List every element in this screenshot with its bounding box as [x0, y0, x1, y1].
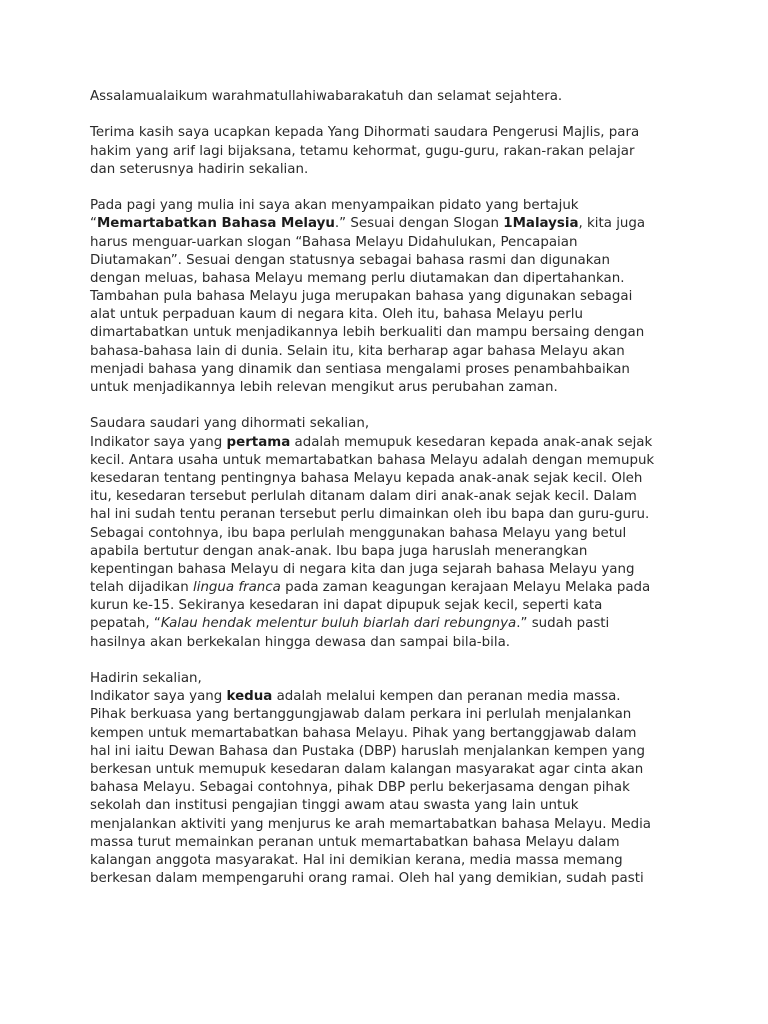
italic-term: lingua franca	[193, 580, 281, 596]
text-line: itu, kesedaran tersebut perlulah ditanam dalam diri anak-anak sejak kecil. Dalam	[90, 489, 637, 505]
text-segment: .” sudah pasti	[516, 616, 610, 632]
text-segment: Indikator saya yang	[90, 434, 227, 450]
paragraph-gap	[90, 179, 690, 197]
text-line: dimartabatkan untuk menjadikannya lebih berkualiti dan mampu bersaing dengan	[90, 325, 645, 341]
text-line-proverb	[90, 615, 690, 633]
greeting-line: Assalamualaikum warahmatullahiwabarakatuh dan selamat sejahtera.	[90, 89, 563, 104]
open-quote: “	[90, 216, 97, 232]
slogan-name: 1Malaysia	[503, 216, 579, 232]
text-segment: .” Sesuai dengan Slogan	[334, 216, 504, 232]
proverb-quote: Kalau hendak melentur buluh biarlah dari rebungnya	[160, 616, 517, 632]
text-line: Diutamakan”. Sesuai dengan statusnya sebagai bahasa rasmi dan digunakan	[90, 252, 610, 268]
text-line: alat untuk perpaduan kaum di negara kita. Oleh itu, bahasa Melayu perlu	[90, 307, 583, 323]
text-line: bahasa Melayu. Sebagai contohnya, pihak DBP perlu bekerjasama dengan pihak	[90, 780, 630, 796]
paragraph-gap	[90, 397, 690, 415]
text-line: kesedaran tentang pentingnya bahasa Melayu kepada anak-anak sejak kecil. Oleh	[90, 470, 643, 486]
text-segment: pada zaman keagungan kerajaan Melayu Melaka pada	[280, 580, 651, 596]
text-line: bahasa-bahasa lain di dunia. Selain itu, kita berharap agar bahasa Melayu akan	[90, 343, 625, 359]
text-line: hakim yang arif lagi bijaksana, tetamu kehormat, gugu-guru, rakan-rakan pelajar	[90, 143, 635, 159]
text-line: Terima kasih saya ucapkan kepada Yang Dihormati saudara Pengerusi Majlis, para	[90, 125, 640, 141]
text-segment: adalah memupuk kesedaran kepada anak-anak sejak	[290, 434, 653, 450]
text-line: kepentingan bahasa Melayu di negara kita dan juga sejarah bahasa Melayu yang	[90, 561, 635, 577]
text-line: hal ini sudah tentu peranan tersebut perlu dimainkan oleh ibu bapa dan guru-guru.	[90, 507, 650, 523]
text-line: massa turut memainkan peranan untuk memartabatkan bahasa Melayu dalam	[90, 834, 620, 850]
document-page	[90, 88, 690, 888]
text-line: kurun ke-15. Sekiranya kesedaran ini dapat dipupuk sejak kecil, seperti kata	[90, 598, 603, 614]
text-segment: Indikator saya yang	[90, 689, 227, 705]
text-line: Tambahan pula bahasa Melayu juga merupakan bahasa yang digunakan sebagai	[90, 289, 633, 305]
text-line-indicator	[90, 434, 690, 452]
paragraph-gap	[90, 652, 690, 670]
text-line: menjalankan aktiviti yang menjurus ke arah memartabatkan bahasa Melayu. Media	[90, 816, 652, 832]
text-line: Sebagai contohnya, ibu bapa perlulah menggunakan bahasa Melayu yang betul	[90, 525, 627, 541]
paragraph-gap	[90, 106, 690, 124]
text-segment: adalah melalui kempen dan peranan media massa.	[272, 689, 621, 705]
paragraph-first-indicator	[90, 415, 690, 651]
text-line: Pihak berkuasa yang bertanggungjawab dalam perkara ini perlulah menjalankan	[90, 707, 632, 723]
paragraph-thanks	[90, 124, 690, 179]
text-line: Pada pagi yang mulia ini saya akan menyampaikan pidato yang bertajuk	[90, 198, 579, 214]
indicator-keyword: kedua	[226, 689, 273, 705]
salutation-line: Saudara saudari yang dihormati sekalian,	[90, 416, 370, 432]
text-line: menjadi bahasa yang dinamik dan sentiasa mengalami proses penambahbaikan	[90, 361, 630, 377]
text-segment: telah dijadikan	[90, 580, 193, 596]
text-line: harus menguar-uarkan slogan “Bahasa Melayu Didahulukan, Pencapaian	[90, 234, 578, 250]
text-line: kalangan anggota masyarakat. Hal ini demikian kerana, media massa memang	[90, 852, 623, 868]
text-line: kecil. Antara usaha untuk memartabatkan bahasa Melayu adalah dengan memupuk	[90, 452, 655, 468]
text-line-lingua-franca	[90, 579, 690, 597]
text-line: dengan meluas, bahasa Melayu memang perlu diutamakan dan dipertahankan.	[90, 270, 625, 286]
text-line: apabila bertutur dengan anak-anak. Ibu bapa juga haruslah menerangkan	[90, 543, 588, 559]
text-line: sekolah dan institusi pengajian tinggi awam atau swasta yang lain untuk	[90, 798, 579, 814]
speech-title: Memartabatkan Bahasa Melayu	[96, 216, 335, 232]
salutation-line: Hadirin sekalian,	[90, 671, 202, 686]
indicator-keyword: pertama	[226, 434, 291, 450]
text-segment: pepatah, “	[90, 616, 161, 632]
text-line: dan seterusnya hadirin sekalian.	[90, 161, 309, 177]
text-line: berkesan dalam mempengaruhi orang ramai. Oleh hal yang demikian, sudah pasti	[90, 871, 644, 887]
text-line: hal ini iaitu Dewan Bahasa dan Pustaka (DBP) haruslah menjalankan kempen yang	[90, 743, 645, 759]
text-line: berkesan untuk memupuk kesedaran dalam kalangan masyarakat agar cinta akan	[90, 761, 644, 777]
paragraph-introduction	[90, 197, 690, 397]
text-line-title	[90, 215, 690, 233]
paragraph-second-indicator	[90, 670, 690, 888]
text-line: kempen untuk memartabatkan bahasa Melayu. Pihak yang bertanggjawab dalam	[90, 725, 637, 741]
text-line: hasilnya akan berkekalan hingga dewasa dan sampai bila-bila.	[90, 634, 511, 650]
text-line-indicator	[90, 688, 690, 706]
text-segment: , kita juga	[578, 216, 646, 232]
text-line: untuk menjadikannya lebih relevan mengikut arus perubahan zaman.	[90, 380, 558, 395]
